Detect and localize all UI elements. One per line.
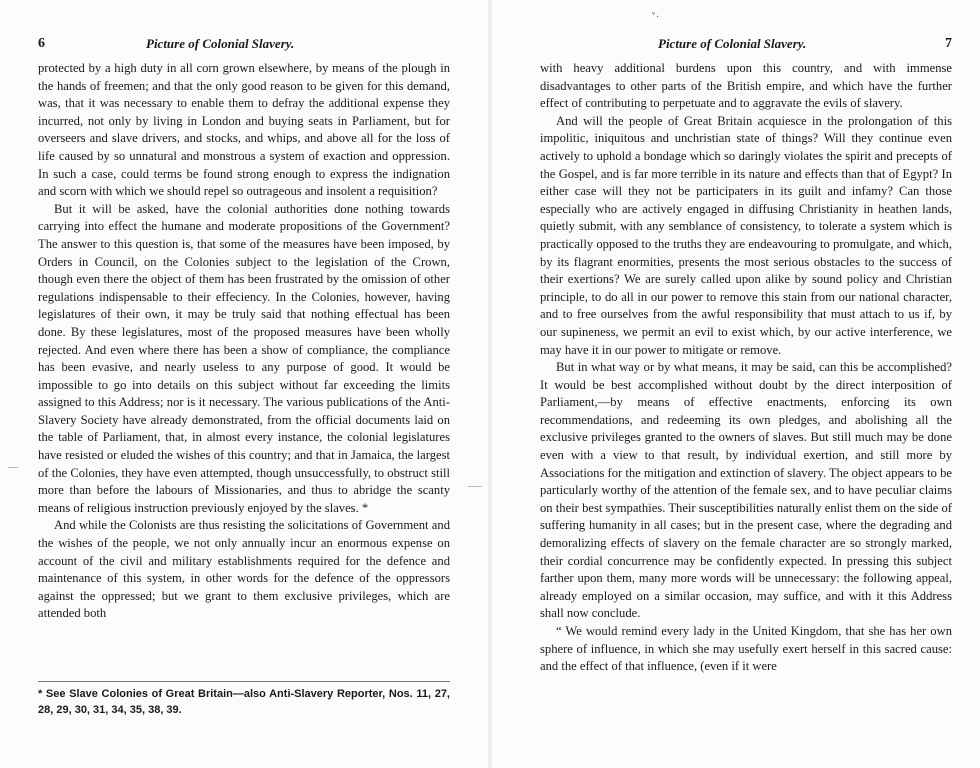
left-body-text bbox=[38, 60, 450, 623]
margin-mark bbox=[8, 467, 18, 468]
left-running-head bbox=[38, 36, 448, 54]
footnote-rule bbox=[38, 681, 450, 682]
right-page bbox=[490, 0, 980, 768]
printer-mark: ˅· bbox=[651, 12, 660, 23]
margin-mark bbox=[468, 486, 482, 487]
right-running-head bbox=[540, 36, 952, 54]
right-body-text bbox=[540, 60, 952, 676]
page-number-right: 7 bbox=[945, 36, 952, 51]
paragraph: But in what way or by what means, it may be said, can this be accomplished? It would be best accomplished without doubt by the direct interposition of Parliament,—by means of effective enactments, enforcing its own recommendations, and redeeming its own pledges, and abolishing all the exclusive privileges granted to the owners of slaves. But still much may be done even with a view to that result, by individual exertion, and still more by Associations for the mitigation and extinction of slavery. The object appears to be particularly worthy of the attention of the female sex, and to have peculiar claims on their best sympathies. Their susceptibilities naturally enlist them on the side of suffering humanity in all cases; but in the present case, where the degrading and demoralizing effects of slavery on the female character are so strongly marked, their cordial concurrence may be confidently expected. In pressing this subject farther upon them, many more words will be unnecessary: the following appeal, already employed on a similar occasion, may suffice, and with it this Address shall now conclude. bbox=[540, 360, 952, 621]
paragraph: protected by a high duty in all corn grown elsewhere, by means of the plough in the hands of freemen; and that the only good reason to be given for this demand, was, that it was necessary to enable them to defray the additional expense they incurred, not only by living in London and buying seats in Parliament, but for overseers and slave drivers, and stocks, and whips, and above all for the loss of life caused by so unnatural and monstrous a system of exaction and oppression. In such a case, could terms be found strong enough to express the indignation and scorn with which we should repel so outrageous and insolent a requisition? bbox=[38, 61, 450, 199]
running-head-title-right: Picture of Colonial Slavery. bbox=[658, 36, 807, 51]
page-number-left: 6 bbox=[38, 36, 45, 51]
running-head-title-left: Picture of Colonial Slavery. bbox=[146, 36, 295, 51]
paragraph: And will the people of Great Britain acquiesce in the prolongation of this impolitic, iniquitous and unchristian state of things? Will they continue even actively to uphold a bondage which so daringly violates the spirit and precepts of the Gospel, and is far more terrible in its nature and effects than that of Egypt? In either case will they not be participaters in its guilt and infamy? Can those especially who are actively engaged in diffusing Christianity in heathen lands, quietly submit, with any semblance of consistency, to tolerate a system which is practically opposed to the truths they are endeavouring to promulgate, and which, by its flagrant enormities, presents the most serious obstacles to the success of their exertions? We are surely called upon alike by sound policy and Christian principle, to do all in our power to remove this stain from our national character, and to free ourselves from the awful responsibility that must attach to us if, by our supineness, we permit an evil to exist which, by our active interference, we may have it in our power to mitigate or remove. bbox=[540, 113, 952, 357]
paragraph: But it will be asked, have the colonial authorities done nothing towards carrying into effect the humane and moderate propositions of the Government? The answer to this question is, that some of the measures have been imposed, by Orders in Council, on the Colonies subject to the legislation of the Crown, though even there the object of them has been frustrated by the omission of other regulations indispensable to their effeciency. In the Colonies, however, having legislatures of their own, it may be truly said that nothing effectual has been done. By these legislatures, most of the proposed measures have been wholly rejected. And even where there has been a show of compliance, the compliance has been evasive, and nearly useless to any purpose of good. It would be impossible to go into details on this subject without far exceeding the limits assigned to this Address; nor is it necessary. The various publications of the Anti-Slavery Society have already demonstrated, from the official documents laid on the table of Parliament, that, in almost every instance, the colonial legislatures have resisted or eluded the wishes of this country; and that in Jamaica, the largest of the Colonies, they have even attempted, though unsuccessfully, to obstruct still more than before the labours of Missionaries, and thus to abridge the scanty means of religious instruction previously enjoyed by the slaves. * bbox=[38, 201, 450, 515]
footnote: * See Slave Colonies of Great Britain—also Anti-Slavery Reporter, Nos. 11, 27, 28, 29, 30, 31, 34, 35, 38, 39. bbox=[38, 688, 450, 716]
paragraph: And while the Colonists are thus resisting the solicitations of Government and the wishes of the people, we not only annually incur an enormous expense on account of the civil and military establishments required for the defence and maintenance of this system, in other words for the defence of the oppressors against the oppressed; but we grant to them exclusive privileges, which are attended both bbox=[38, 518, 450, 621]
paragraph: “ We would remind every lady in the United Kingdom, that she has her own sphere of influence, in which she may usefully exert herself in this sacred cause: and the effect of that influence, (even if it were bbox=[540, 624, 952, 674]
paragraph: with heavy additional burdens upon this country, and with immense disadvantages to other parts of the British empire, and which have the further effect of contributing to perpetuate and to aggravate the evils of slavery. bbox=[540, 61, 952, 111]
